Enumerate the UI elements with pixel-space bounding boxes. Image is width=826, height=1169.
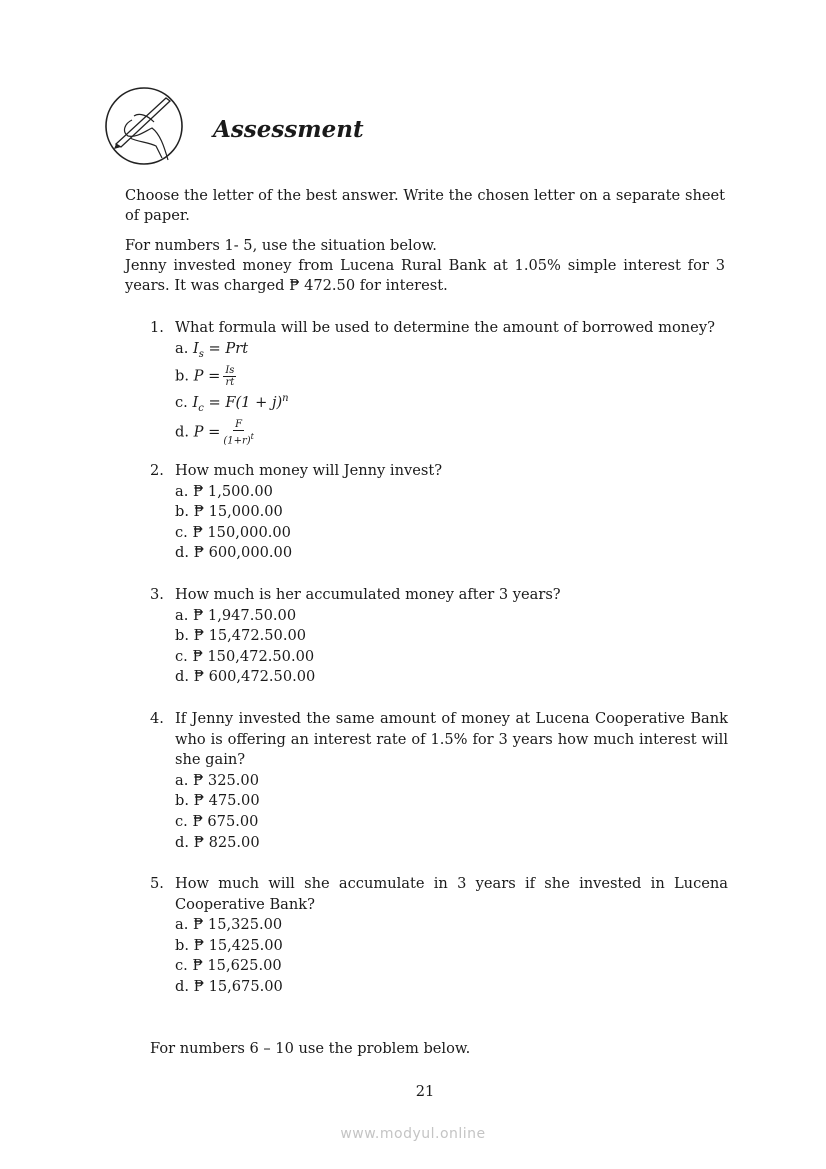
option-a: a. $I_s$ = Prt <box>175 339 249 360</box>
question-2: 2. How much money will Jenny invest? a. ₱ 1,500.00 b. ₱ 15,000.00 c. ₱ 150,000.00 d. ₱ 600,000.00 <box>150 461 728 564</box>
next-section-intro: For numbers 6 – 10 use the problem below. <box>150 1040 471 1057</box>
option-b: b. ₱ 15,000.00 <box>175 503 283 521</box>
question-5: 5. How much will she accumulate in 3 years if she invested in Lucena Cooperative Bank? a. ₱ 15,325.00 b. ₱ 15,425.00 c. ₱ 15,625.00 d. ₱ 15,675.00 <box>150 874 728 998</box>
situation-text: Jenny invested money from Lucena Rural Bank at 1.05% simple interest for 3 years. It was charged ₱ 472.50 for interest. <box>125 257 725 294</box>
instructions: Choose the letter of the best answer. Write the chosen letter on a separate sheet of paper. <box>125 187 725 224</box>
question-text: What formula will be used to determine the amount of borrowed money? <box>175 319 715 336</box>
hand-writing-pencil-icon <box>104 86 184 166</box>
question-number: 1. <box>150 319 164 336</box>
question-text: How much money will Jenny invest? <box>175 462 443 479</box>
option-d: d. ₱ 15,675.00 <box>175 977 283 995</box>
question-text: How much is her accumulated money after 3 years? <box>175 586 561 603</box>
option-c: c. ₱ 15,625.00 <box>175 957 282 975</box>
option-d: d. P = $\frac{F}{(1+r)^t}$ <box>175 419 254 447</box>
page-number: 21 <box>415 1083 435 1100</box>
option-b: b. ₱ 475.00 <box>175 792 260 810</box>
option-c: c. $I_c = F(1 + j)^n$ <box>175 393 289 414</box>
option-d: d. ₱ 600,472.50.00 <box>175 668 316 686</box>
option-b: b. ₱ 15,425.00 <box>175 936 283 954</box>
option-a: a. ₱ 1,500.00 <box>175 482 273 500</box>
situation-intro: For numbers 1- 5, use the situation below. <box>125 237 437 254</box>
option-c: c. ₱ 675.00 <box>175 812 259 830</box>
option-d: d. ₱ 600,000.00 <box>175 544 293 562</box>
option-b: b. ₱ 15,472.50.00 <box>175 627 307 645</box>
option-d: d. ₱ 825.00 <box>175 833 260 851</box>
option-a: a. ₱ 1,947.50.00 <box>175 606 297 624</box>
option-a: a. ₱ 15,325.00 <box>175 916 283 934</box>
question-3: 3. How much is her accumulated money after 3 years? a. ₱ 1,947.50.00 b. ₱ 15,472.50.00 c. ₱ 150,472.50.00 d. ₱ 600,472.50.00 <box>150 585 728 688</box>
option-b: b. P = $\frac{Is}{rt}$ <box>175 365 235 389</box>
page-title: Assessment <box>213 116 364 143</box>
question-4: 4. If Jenny invested the same amount of money at Lucena Cooperative Bank who is offering an interest rate of 1.5% for 3 years how much interest will she gain? a. ₱ 325.00 b. ₱ 475.00 c. ₱ 675.00 d. ₱ 825.00 <box>150 709 728 853</box>
question-1 <box>150 318 728 445</box>
question-text: If Jenny invested the same amount of money at Lucena Cooperative Bank who is offering an interest rate of 1.5% for 3 years how much interest will she gain? <box>175 710 728 769</box>
option-c: c. ₱ 150,000.00 <box>175 523 291 541</box>
assessment-icon <box>104 86 184 166</box>
option-a: a. ₱ 325.00 <box>175 771 259 789</box>
option-c: c. ₱ 150,472.50.00 <box>175 647 315 665</box>
watermark: www.modyul.online <box>340 1126 486 1142</box>
question-text: How much will she accumulate in 3 years if she invested in Lucena Cooperative Bank? <box>175 875 728 913</box>
